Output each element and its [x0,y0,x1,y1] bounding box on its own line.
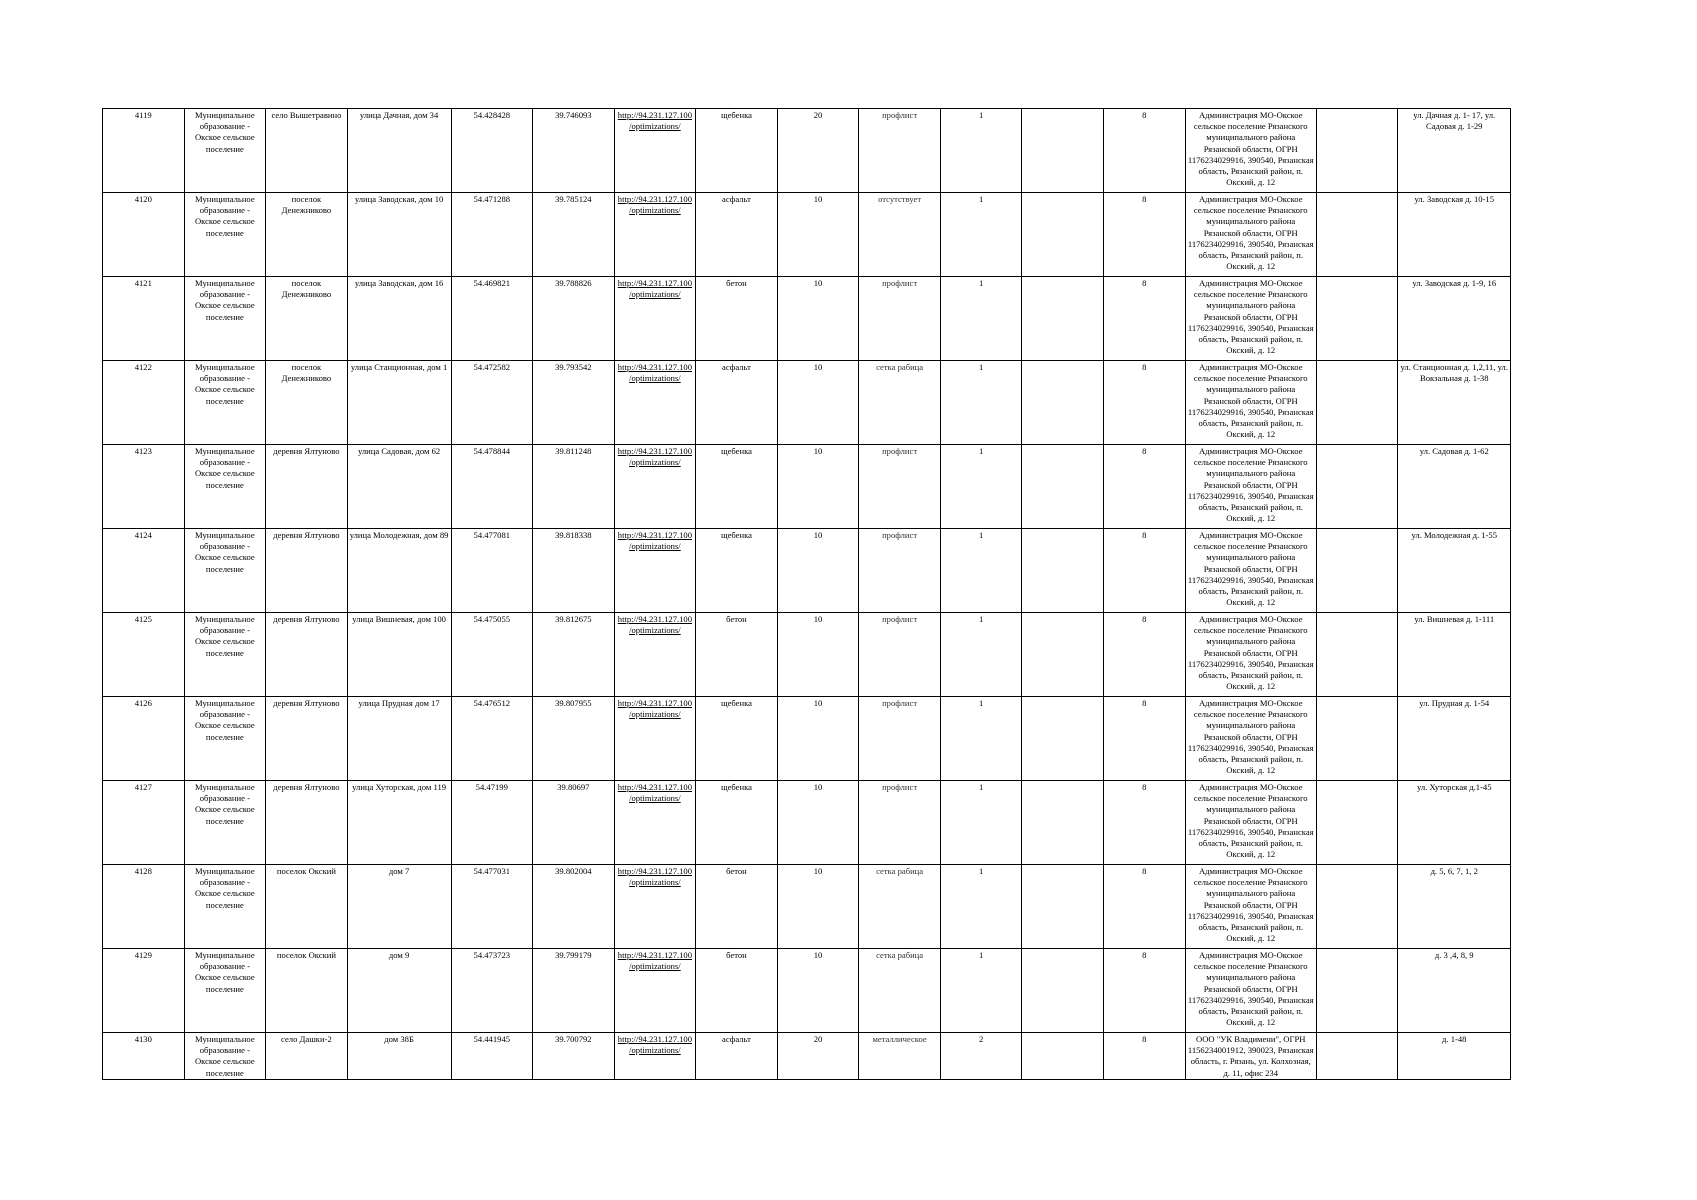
table-row [103,1033,1511,1080]
owner-info: Администрация МО-Окское сельское поселение Рязанского муниципального района Рязанской области, ОГРН 1176234029916, 390540, Рязанская область, Рязанский район, п. Окский, д. 12 [1185,697,1316,781]
record-number: 4120 [103,193,185,277]
record-number: 4129 [103,949,185,1033]
table-row [103,193,1511,277]
empty-cell [1316,949,1398,1033]
municipality: Муниципальное образование - Окское сельское поселение [184,361,266,445]
latitude: 54.475055 [451,613,533,697]
table-row [103,949,1511,1033]
owner-info: Администрация МО-Окское сельское поселение Рязанского муниципального района Рязанской области, ОГРН 1176234029916, 390540, Рязанская область, Рязанский район, п. Окский, д. 12 [1185,613,1316,697]
latitude: 54.477031 [451,865,533,949]
surface-type: щебенка [696,697,778,781]
empty-cell [1022,109,1104,193]
latitude: 54.473723 [451,949,533,1033]
empty-cell [1022,193,1104,277]
surface-type: асфальт [696,193,778,277]
record-number: 4128 [103,865,185,949]
container-volume: 8 [1104,445,1186,529]
address: улица Станционная, дом 1 [347,361,451,445]
scheme-link[interactable]: http://94.231.127.100/optimizations/ [614,109,696,193]
container-volume: 8 [1104,277,1186,361]
area: 10 [777,781,859,865]
longitude: 39.80697 [533,781,615,865]
waste-sources: ул. Вишневая д. 1-111 [1398,613,1511,697]
latitude: 54.477081 [451,529,533,613]
settlement: поселок Окский [266,865,348,949]
container-count: 1 [940,529,1022,613]
surface-type: бетон [696,949,778,1033]
empty-cell [1316,613,1398,697]
waste-sources: ул. Хуторская д.1-45 [1398,781,1511,865]
longitude: 39.811248 [533,445,615,529]
owner-info: Администрация МО-Окское сельское поселение Рязанского муниципального района Рязанской области, ОГРН 1176234029916, 390540, Рязанская область, Рязанский район, п. Окский, д. 12 [1185,193,1316,277]
surface-type: бетон [696,277,778,361]
container-volume: 8 [1104,949,1186,1033]
municipality: Муниципальное образование - Окское сельское поселение [184,529,266,613]
settlement: деревня Ялтуново [266,697,348,781]
empty-cell [1022,445,1104,529]
empty-cell [1022,697,1104,781]
fence-material: профлист [859,109,941,193]
empty-cell [1316,109,1398,193]
fence-material: сетка рабица [859,361,941,445]
scheme-link[interactable]: http://94.231.127.100/optimizations/ [614,445,696,529]
longitude: 39.746093 [533,109,615,193]
fence-material: профлист [859,613,941,697]
surface-type: асфальт [696,1033,778,1080]
latitude: 54.441945 [451,1033,533,1080]
empty-cell [1022,277,1104,361]
settlement: поселок Денежниково [266,361,348,445]
area: 10 [777,361,859,445]
fence-material: отсутствует [859,193,941,277]
longitude: 39.799179 [533,949,615,1033]
scheme-link[interactable]: http://94.231.127.100/optimizations/ [614,1033,696,1080]
container-count: 1 [940,697,1022,781]
table-row [103,277,1511,361]
table-row [103,781,1511,865]
record-number: 4126 [103,697,185,781]
surface-type: бетон [696,613,778,697]
municipality: Муниципальное образование - Окское сельское поселение [184,1033,266,1080]
table-row [103,109,1511,193]
empty-cell [1022,529,1104,613]
record-number: 4119 [103,109,185,193]
waste-sources: ул. Заводская д. 10-15 [1398,193,1511,277]
container-volume: 8 [1104,613,1186,697]
empty-cell [1316,781,1398,865]
fence-material: сетка рабица [859,949,941,1033]
empty-cell [1316,361,1398,445]
owner-info: Администрация МО-Окское сельское поселение Рязанского муниципального района Рязанской области, ОГРН 1176234029916, 390540, Рязанская область, Рязанский район, п. Окский, д. 12 [1185,277,1316,361]
area: 10 [777,445,859,529]
fence-material: профлист [859,781,941,865]
empty-cell [1316,1033,1398,1080]
fence-material: профлист [859,697,941,781]
surface-type: щебенка [696,445,778,529]
waste-sources: ул. Прудная д. 1-54 [1398,697,1511,781]
address: улица Хуторская, дом 119 [347,781,451,865]
owner-info: Администрация МО-Окское сельское поселение Рязанского муниципального района Рязанской области, ОГРН 1176234029916, 390540, Рязанская область, Рязанский район, п. Окский, д. 12 [1185,529,1316,613]
empty-cell [1316,865,1398,949]
empty-cell [1316,193,1398,277]
settlement: поселок Денежниково [266,193,348,277]
settlement: деревня Ялтуново [266,529,348,613]
municipality: Муниципальное образование - Окское сельское поселение [184,949,266,1033]
address: улица Садовая, дом 62 [347,445,451,529]
latitude: 54.478844 [451,445,533,529]
owner-info: Администрация МО-Окское сельское поселение Рязанского муниципального района Рязанской области, ОГРН 1176234029916, 390540, Рязанская область, Рязанский район, п. Окский, д. 12 [1185,949,1316,1033]
record-number: 4125 [103,613,185,697]
surface-type: щебенка [696,781,778,865]
scheme-link[interactable]: http://94.231.127.100/optimizations/ [614,949,696,1033]
longitude: 39.818338 [533,529,615,613]
owner-info: Администрация МО-Окское сельское поселение Рязанского муниципального района Рязанской области, ОГРН 1176234029916, 390540, Рязанская область, Рязанский район, п. Окский, д. 12 [1185,109,1316,193]
empty-cell [1316,277,1398,361]
table-row [103,529,1511,613]
settlement: деревня Ялтуново [266,613,348,697]
settlement: поселок Денежниково [266,277,348,361]
surface-type: бетон [696,865,778,949]
latitude: 54.472582 [451,361,533,445]
municipality: Муниципальное образование - Окское сельское поселение [184,445,266,529]
container-count: 1 [940,277,1022,361]
container-volume: 8 [1104,193,1186,277]
fence-material: профлист [859,445,941,529]
owner-info: Администрация МО-Окское сельское поселение Рязанского муниципального района Рязанской области, ОГРН 1176234029916, 390540, Рязанская область, Рязанский район, п. Окский, д. 12 [1185,361,1316,445]
area: 10 [777,697,859,781]
area: 10 [777,193,859,277]
longitude: 39.700792 [533,1033,615,1080]
waste-sources: д. 5, 6, 7, 1, 2 [1398,865,1511,949]
empty-cell [1022,361,1104,445]
latitude: 54.476512 [451,697,533,781]
area: 10 [777,865,859,949]
area: 10 [777,613,859,697]
longitude: 39.785124 [533,193,615,277]
table-row [103,865,1511,949]
area: 10 [777,277,859,361]
empty-cell [1022,781,1104,865]
latitude: 54.469821 [451,277,533,361]
owner-info: ООО "УК Владимени", ОГРН 1156234001912, 390023, Рязанская область, г. Рязань, ул. Колхозная, д. 11, офис 234 [1185,1033,1316,1080]
empty-cell [1022,1033,1104,1080]
address: дом 38Б [347,1033,451,1080]
container-count: 1 [940,193,1022,277]
empty-cell [1316,445,1398,529]
container-count: 1 [940,361,1022,445]
surface-type: щебенка [696,529,778,613]
latitude: 54.47199 [451,781,533,865]
municipality: Муниципальное образование - Окское сельское поселение [184,865,266,949]
settlement: деревня Ялтуново [266,781,348,865]
table-row [103,613,1511,697]
municipality: Муниципальное образование - Окское сельское поселение [184,193,266,277]
container-count: 2 [940,1033,1022,1080]
record-number: 4123 [103,445,185,529]
surface-type: щебенка [696,109,778,193]
surface-type: асфальт [696,361,778,445]
container-count: 1 [940,949,1022,1033]
empty-cell [1316,529,1398,613]
container-volume: 8 [1104,361,1186,445]
longitude: 39.807955 [533,697,615,781]
scheme-link[interactable]: http://94.231.127.100/optimizations/ [614,697,696,781]
municipality: Муниципальное образование - Окское сельское поселение [184,613,266,697]
municipality: Муниципальное образование - Окское сельское поселение [184,109,266,193]
container-volume: 8 [1104,1033,1186,1080]
latitude: 54.428428 [451,109,533,193]
settlement: деревня Ялтуново [266,445,348,529]
waste-sources: д. 1-48 [1398,1033,1511,1080]
longitude: 39.812675 [533,613,615,697]
waste-sources: ул. Дачная д. 1- 17, ул. Садовая д. 1-29 [1398,109,1511,193]
container-count: 1 [940,781,1022,865]
container-volume: 8 [1104,109,1186,193]
container-count: 1 [940,865,1022,949]
table-row [103,445,1511,529]
scheme-link[interactable]: http://94.231.127.100/optimizations/ [614,361,696,445]
address: улица Вишневая, дом 100 [347,613,451,697]
scheme-link[interactable]: http://94.231.127.100/optimizations/ [614,865,696,949]
record-number: 4124 [103,529,185,613]
empty-cell [1022,949,1104,1033]
owner-info: Администрация МО-Окское сельское поселение Рязанского муниципального района Рязанской области, ОГРН 1176234029916, 390540, Рязанская область, Рязанский район, п. Окский, д. 12 [1185,445,1316,529]
record-number: 4130 [103,1033,185,1080]
container-count: 1 [940,613,1022,697]
area: 20 [777,1033,859,1080]
registry-table [102,108,1511,1080]
municipality: Муниципальное образование - Окское сельское поселение [184,277,266,361]
scheme-link[interactable]: http://94.231.127.100/optimizations/ [614,193,696,277]
latitude: 54.471288 [451,193,533,277]
container-volume: 8 [1104,697,1186,781]
area: 20 [777,109,859,193]
empty-cell [1316,697,1398,781]
waste-sources: ул. Молодежная д. 1-55 [1398,529,1511,613]
record-number: 4121 [103,277,185,361]
address: улица Прудная дом 17 [347,697,451,781]
scheme-link[interactable]: http://94.231.127.100/optimizations/ [614,781,696,865]
container-volume: 8 [1104,529,1186,613]
scheme-link[interactable]: http://94.231.127.100/optimizations/ [614,529,696,613]
longitude: 39.793542 [533,361,615,445]
longitude: 39.788826 [533,277,615,361]
longitude: 39.802004 [533,865,615,949]
area: 10 [777,949,859,1033]
fence-material: сетка рабица [859,865,941,949]
municipality: Муниципальное образование - Окское сельское поселение [184,697,266,781]
address: дом 7 [347,865,451,949]
table-row [103,361,1511,445]
container-count: 1 [940,109,1022,193]
empty-cell [1022,613,1104,697]
settlement: поселок Окский [266,949,348,1033]
waste-sources: ул. Станционная д. 1,2,11, ул. Вокзальная д. 1-38 [1398,361,1511,445]
address: улица Молодежная, дом 89 [347,529,451,613]
scheme-link[interactable]: http://94.231.127.100/optimizations/ [614,277,696,361]
record-number: 4127 [103,781,185,865]
fence-material: профлист [859,529,941,613]
address: улица Заводская, дом 10 [347,193,451,277]
waste-sources: ул. Садовая д. 1-62 [1398,445,1511,529]
owner-info: Администрация МО-Окское сельское поселение Рязанского муниципального района Рязанской области, ОГРН 1176234029916, 390540, Рязанская область, Рязанский район, п. Окский, д. 12 [1185,781,1316,865]
record-number: 4122 [103,361,185,445]
area: 10 [777,529,859,613]
waste-sources: ул. Заводская д. 1-9, 16 [1398,277,1511,361]
container-volume: 8 [1104,781,1186,865]
address: дом 9 [347,949,451,1033]
settlement: село Дашки-2 [266,1033,348,1080]
address: улица Дачная, дом 34 [347,109,451,193]
waste-sources: д. 3 ,4, 8, 9 [1398,949,1511,1033]
municipality: Муниципальное образование - Окское сельское поселение [184,781,266,865]
address: улица Заводская, дом 16 [347,277,451,361]
container-count: 1 [940,445,1022,529]
container-volume: 8 [1104,865,1186,949]
owner-info: Администрация МО-Окское сельское поселение Рязанского муниципального района Рязанской области, ОГРН 1176234029916, 390540, Рязанская область, Рязанский район, п. Окский, д. 12 [1185,865,1316,949]
settlement: село Вышетравино [266,109,348,193]
table-row [103,697,1511,781]
fence-material: профлист [859,277,941,361]
fence-material: металлическое [859,1033,941,1080]
scheme-link[interactable]: http://94.231.127.100/optimizations/ [614,613,696,697]
empty-cell [1022,865,1104,949]
